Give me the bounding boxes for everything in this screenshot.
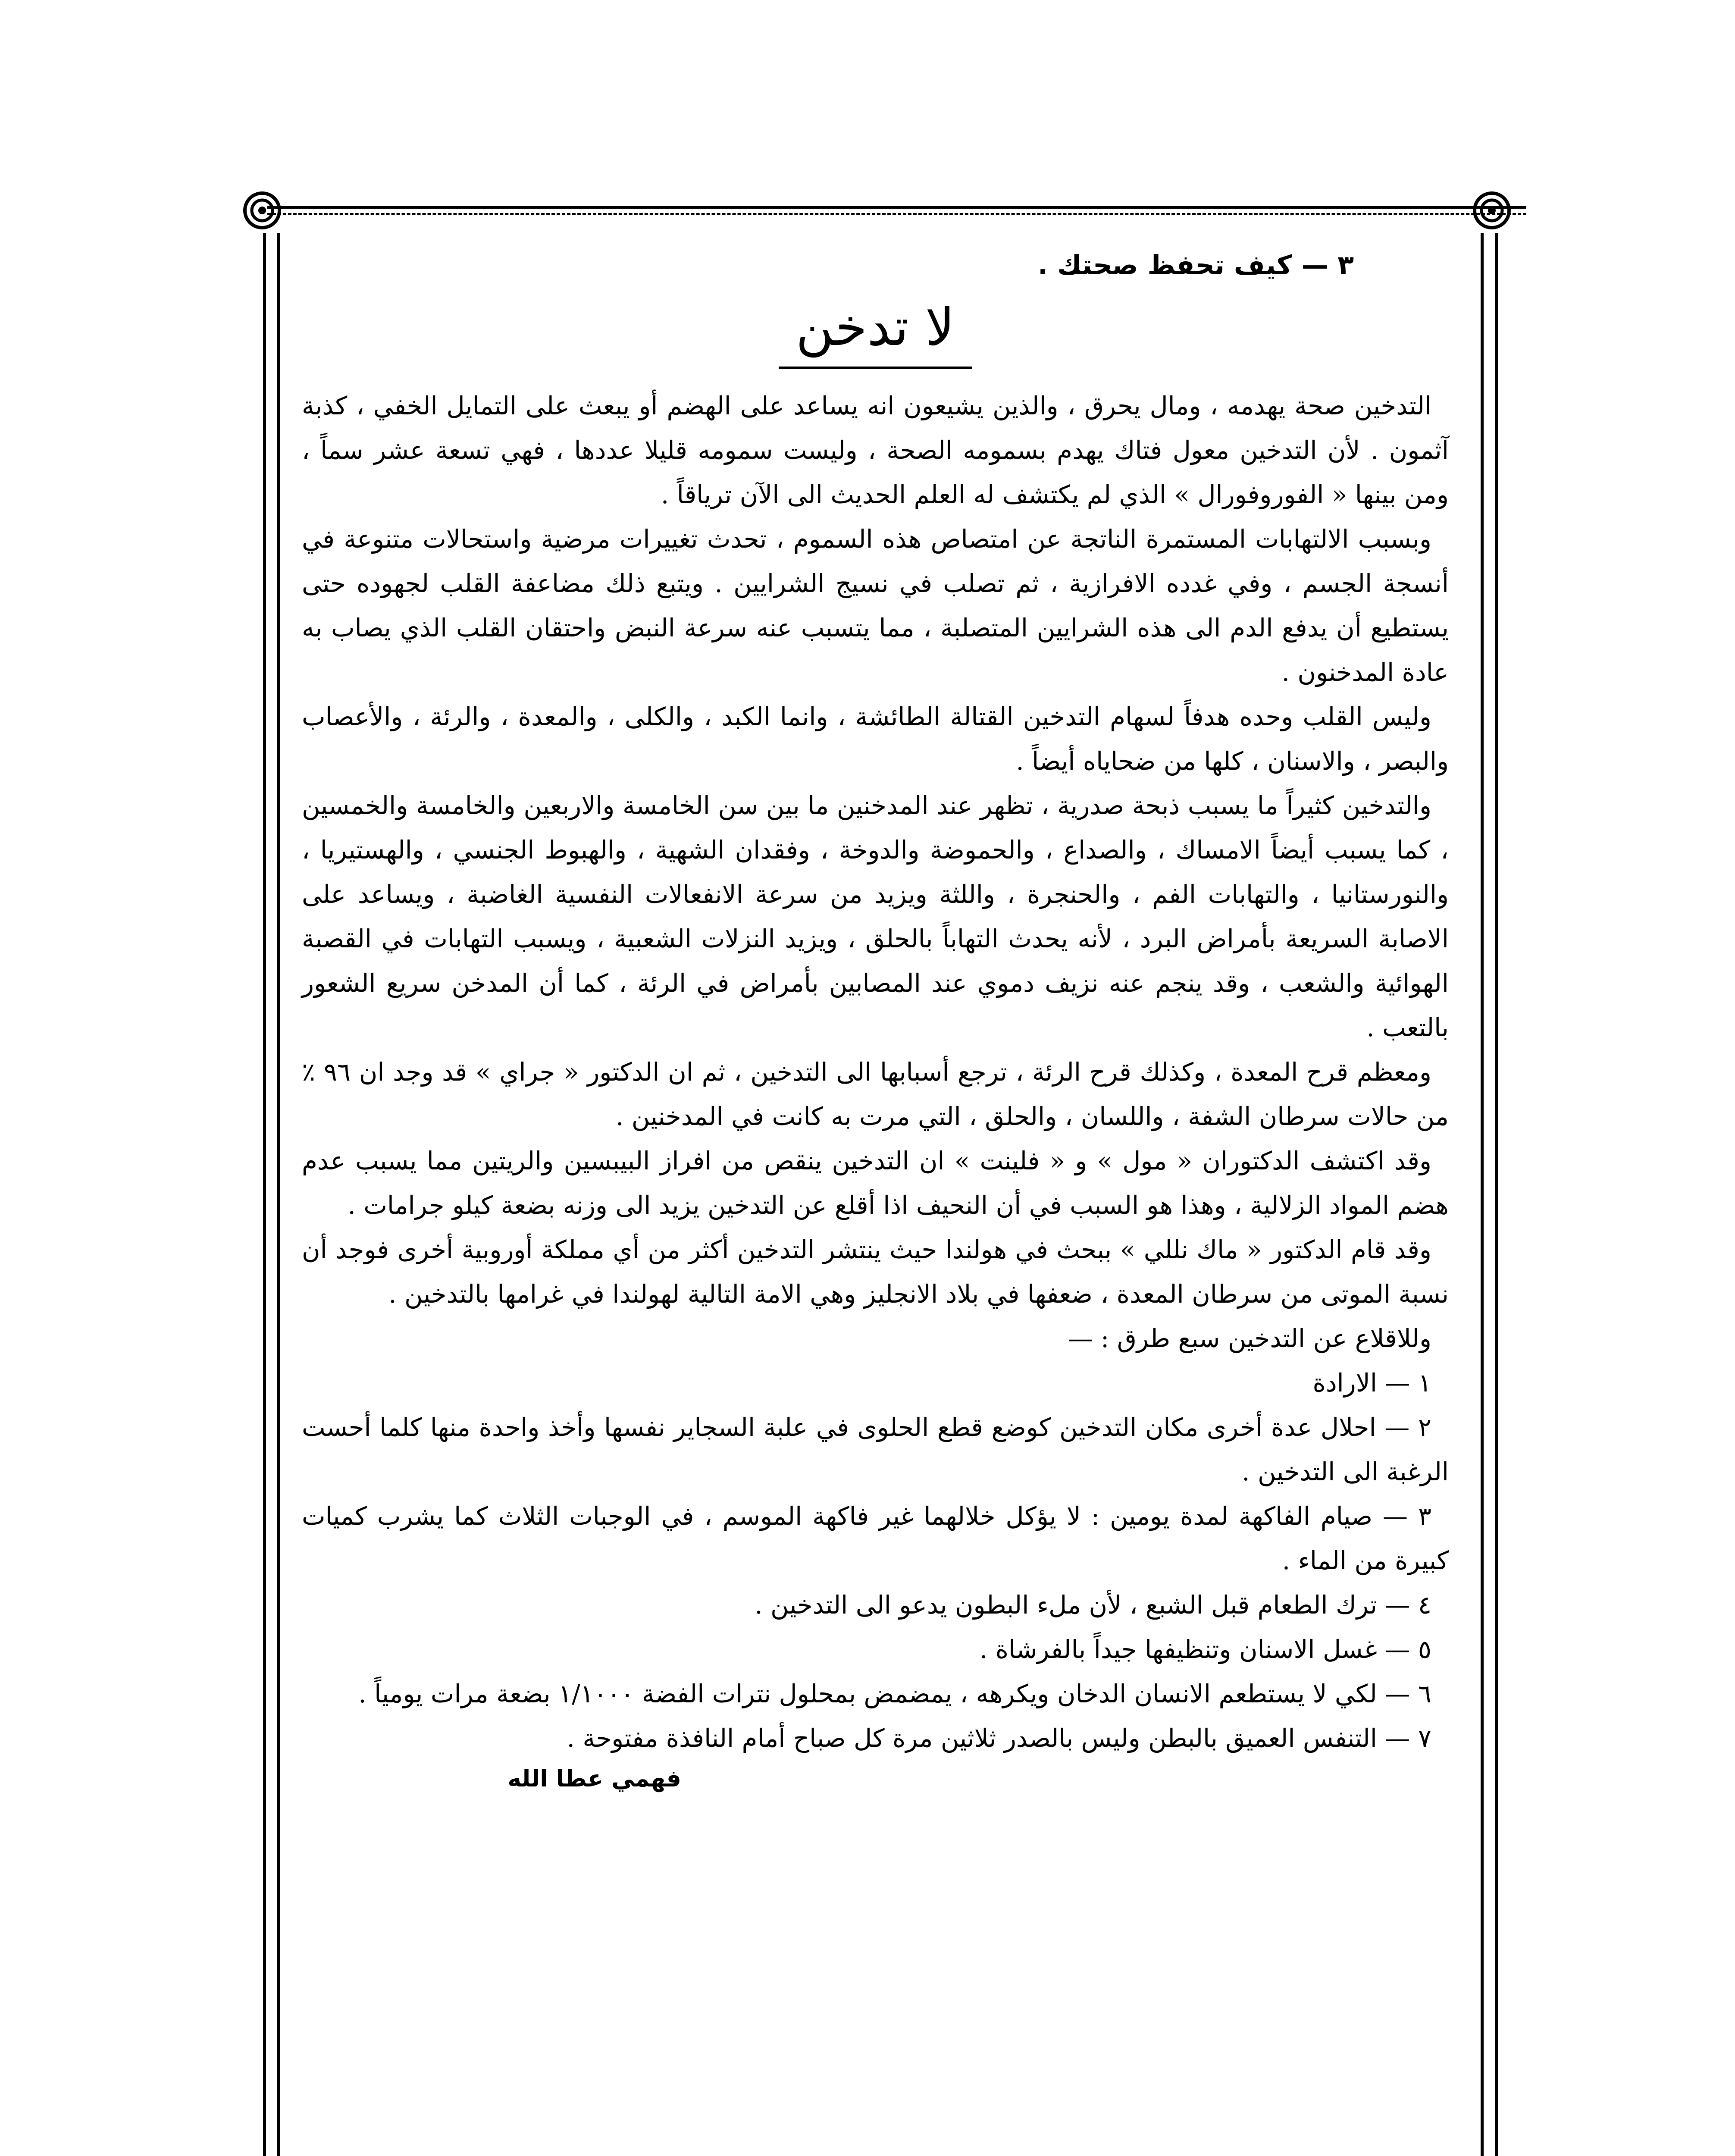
left-border: [263, 233, 280, 2156]
paragraph: ومعظم قرح المعدة ، وكذلك قرح الرئة ، ترجع أسبابها الى التدخين ، ثم ان الدكتور « جراي » قد وجد ان ٩٦ ٪ من حالات سرطان الشفة ، واللسان ، والحلق ، التي مرت به كانت في المدخنين .: [302, 1057, 1449, 1131]
article-title: لا تدخن: [779, 289, 972, 369]
step-item: ٣ — صيام الفاكهة لمدة يومين : لا يؤكل خلالهما غير فاكهة الموسم ، في الوجبات الثلاث كما يشرب كميات كبيرة من الماء .: [302, 1501, 1449, 1575]
paragraph: وقد قام الدكتور « ماك نللي » ببحث في هولندا حيث ينتشر التدخين أكثر من أي مملكة أوروبية أخرى فوجد أن نسبة الموتى من سرطان المعدة ، ضعفها في بلاد الانجليز وهي الامة التالية لهولندا في غرامها بالتدخين .: [302, 1235, 1449, 1309]
step-item: ٥ — غسل الاسنان وتنظيفها جيداً بالفرشاة .: [979, 1635, 1431, 1664]
article-body: [302, 384, 1449, 1761]
step-item: ٧ — التنفس العميق بالبطن وليس بالصدر ثلاثين مرة كل صباح أمام النافذة مفتوحة .: [567, 1724, 1431, 1753]
corner-ornament-icon: [1471, 190, 1513, 231]
steps-intro: وللاقلاع عن التدخين سبع طرق : —: [1068, 1324, 1431, 1353]
paragraph: وقد اكتشف الدكتوران « مول » و « فلينت » ان التدخين ينقص من افراز البيبسين والريتين مما يسبب عدم هضم المواد الزلالية ، وهذا هو السبب في أن النحيف اذا أقلع عن التدخين يزيد الى وزنه بضعة كيلو جرامات .: [302, 1146, 1449, 1220]
top-border: [267, 203, 1526, 220]
paragraph: وبسبب الالتهابات المستمرة الناتجة عن امتصاص هذه السموم ، تحدث تغييرات مرضية واستحالات متنوعة في أنسجة الجسم ، وفي غدده الافرازية ، ثم تصلب في نسيج الشرايين . ويتبع ذلك مضاعفة القلب لجهوده حتى يستطيع أن يدفع الدم الى هذه الشرايين المتصلبة ، مما يتسبب عنه سرعة النبض واحتقان القلب الذي يصاب به عادة المدخنون .: [302, 524, 1449, 687]
author-signature: فهمي عطا الله: [507, 1765, 681, 1792]
step-item: ٢ — احلال عدة أخرى مكان التدخين كوضع قطع الحلوى في علبة السجاير نفسها وأخذ واحدة منها كلما أحست الرغبة الى التدخين .: [302, 1413, 1449, 1486]
paragraph: وليس القلب وحده هدفاً لسهام التدخين القتالة الطائشة ، وانما الكبد ، والكلى ، والمعدة ، والرئة ، والأعصاب والبصر ، والاسنان ، كلها من ضحاياه أيضاً .: [302, 702, 1449, 776]
paragraph: التدخين صحة يهدمه ، ومال يحرق ، والذين يشيعون انه يساعد على الهضم أو يبعث على التمايل الخفي ، كذبة آثمون . لأن التدخين معول فتاك يهدم بسمومه الصحة ، وليست سمومه قليلا عددها ، فهي تسعة عشر سماً ، ومن بينها « الفوروفورال » الذي لم يكتشف له العلم الحديث الى الآن ترياقاً .: [302, 391, 1449, 509]
page: [302, 241, 1449, 2156]
step-item: ٦ — لكي لا يستطعم الانسان الدخان ويكرهه ، يمضمض بمحلول نترات الفضة ١/١٠٠٠ بضعة مرات يومياً .: [358, 1679, 1431, 1708]
corner-ornament-icon: [241, 190, 283, 231]
right-border: [1481, 233, 1498, 2156]
step-item: ٤ — ترك الطعام قبل الشبع ، لأن ملء البطون يدعو الى التدخين .: [755, 1590, 1431, 1620]
title-block: [302, 289, 1449, 384]
running-header: ٣ — كيف تحفظ صحتك .: [1037, 249, 1354, 281]
paragraph: والتدخين كثيراً ما يسبب ذبحة صدرية ، تظهر عند المدخنين ما بين سن الخامسة والاربعين والخامسة والخمسين ، كما يسبب أيضاً الامساك ، والصداع ، والحموضة والدوخة ، وفقدان الشهية ، والهبوط الجنسي ، والهستيريا ، والنورستانيا ، والتهابات الفم ، والحنجرة ، واللثة ويزيد من سرعة الانفعالات النفسية الغاضبة ، ويساعد على الاصابة السريعة بأمراض البرد ، لأنه يحدث التهاباً بالحلق ، ويزيد النزلات الشعبية ، ويسبب التهابات في القصبة الهوائية والشعب ، وقد ينجم عنه نزيف دموي عند المصابين بأمراض في الرئة ، كما أن المدخن سريع الشعور بالتعب .: [302, 791, 1449, 1042]
step-item: ١ — الارادة: [1312, 1368, 1431, 1398]
